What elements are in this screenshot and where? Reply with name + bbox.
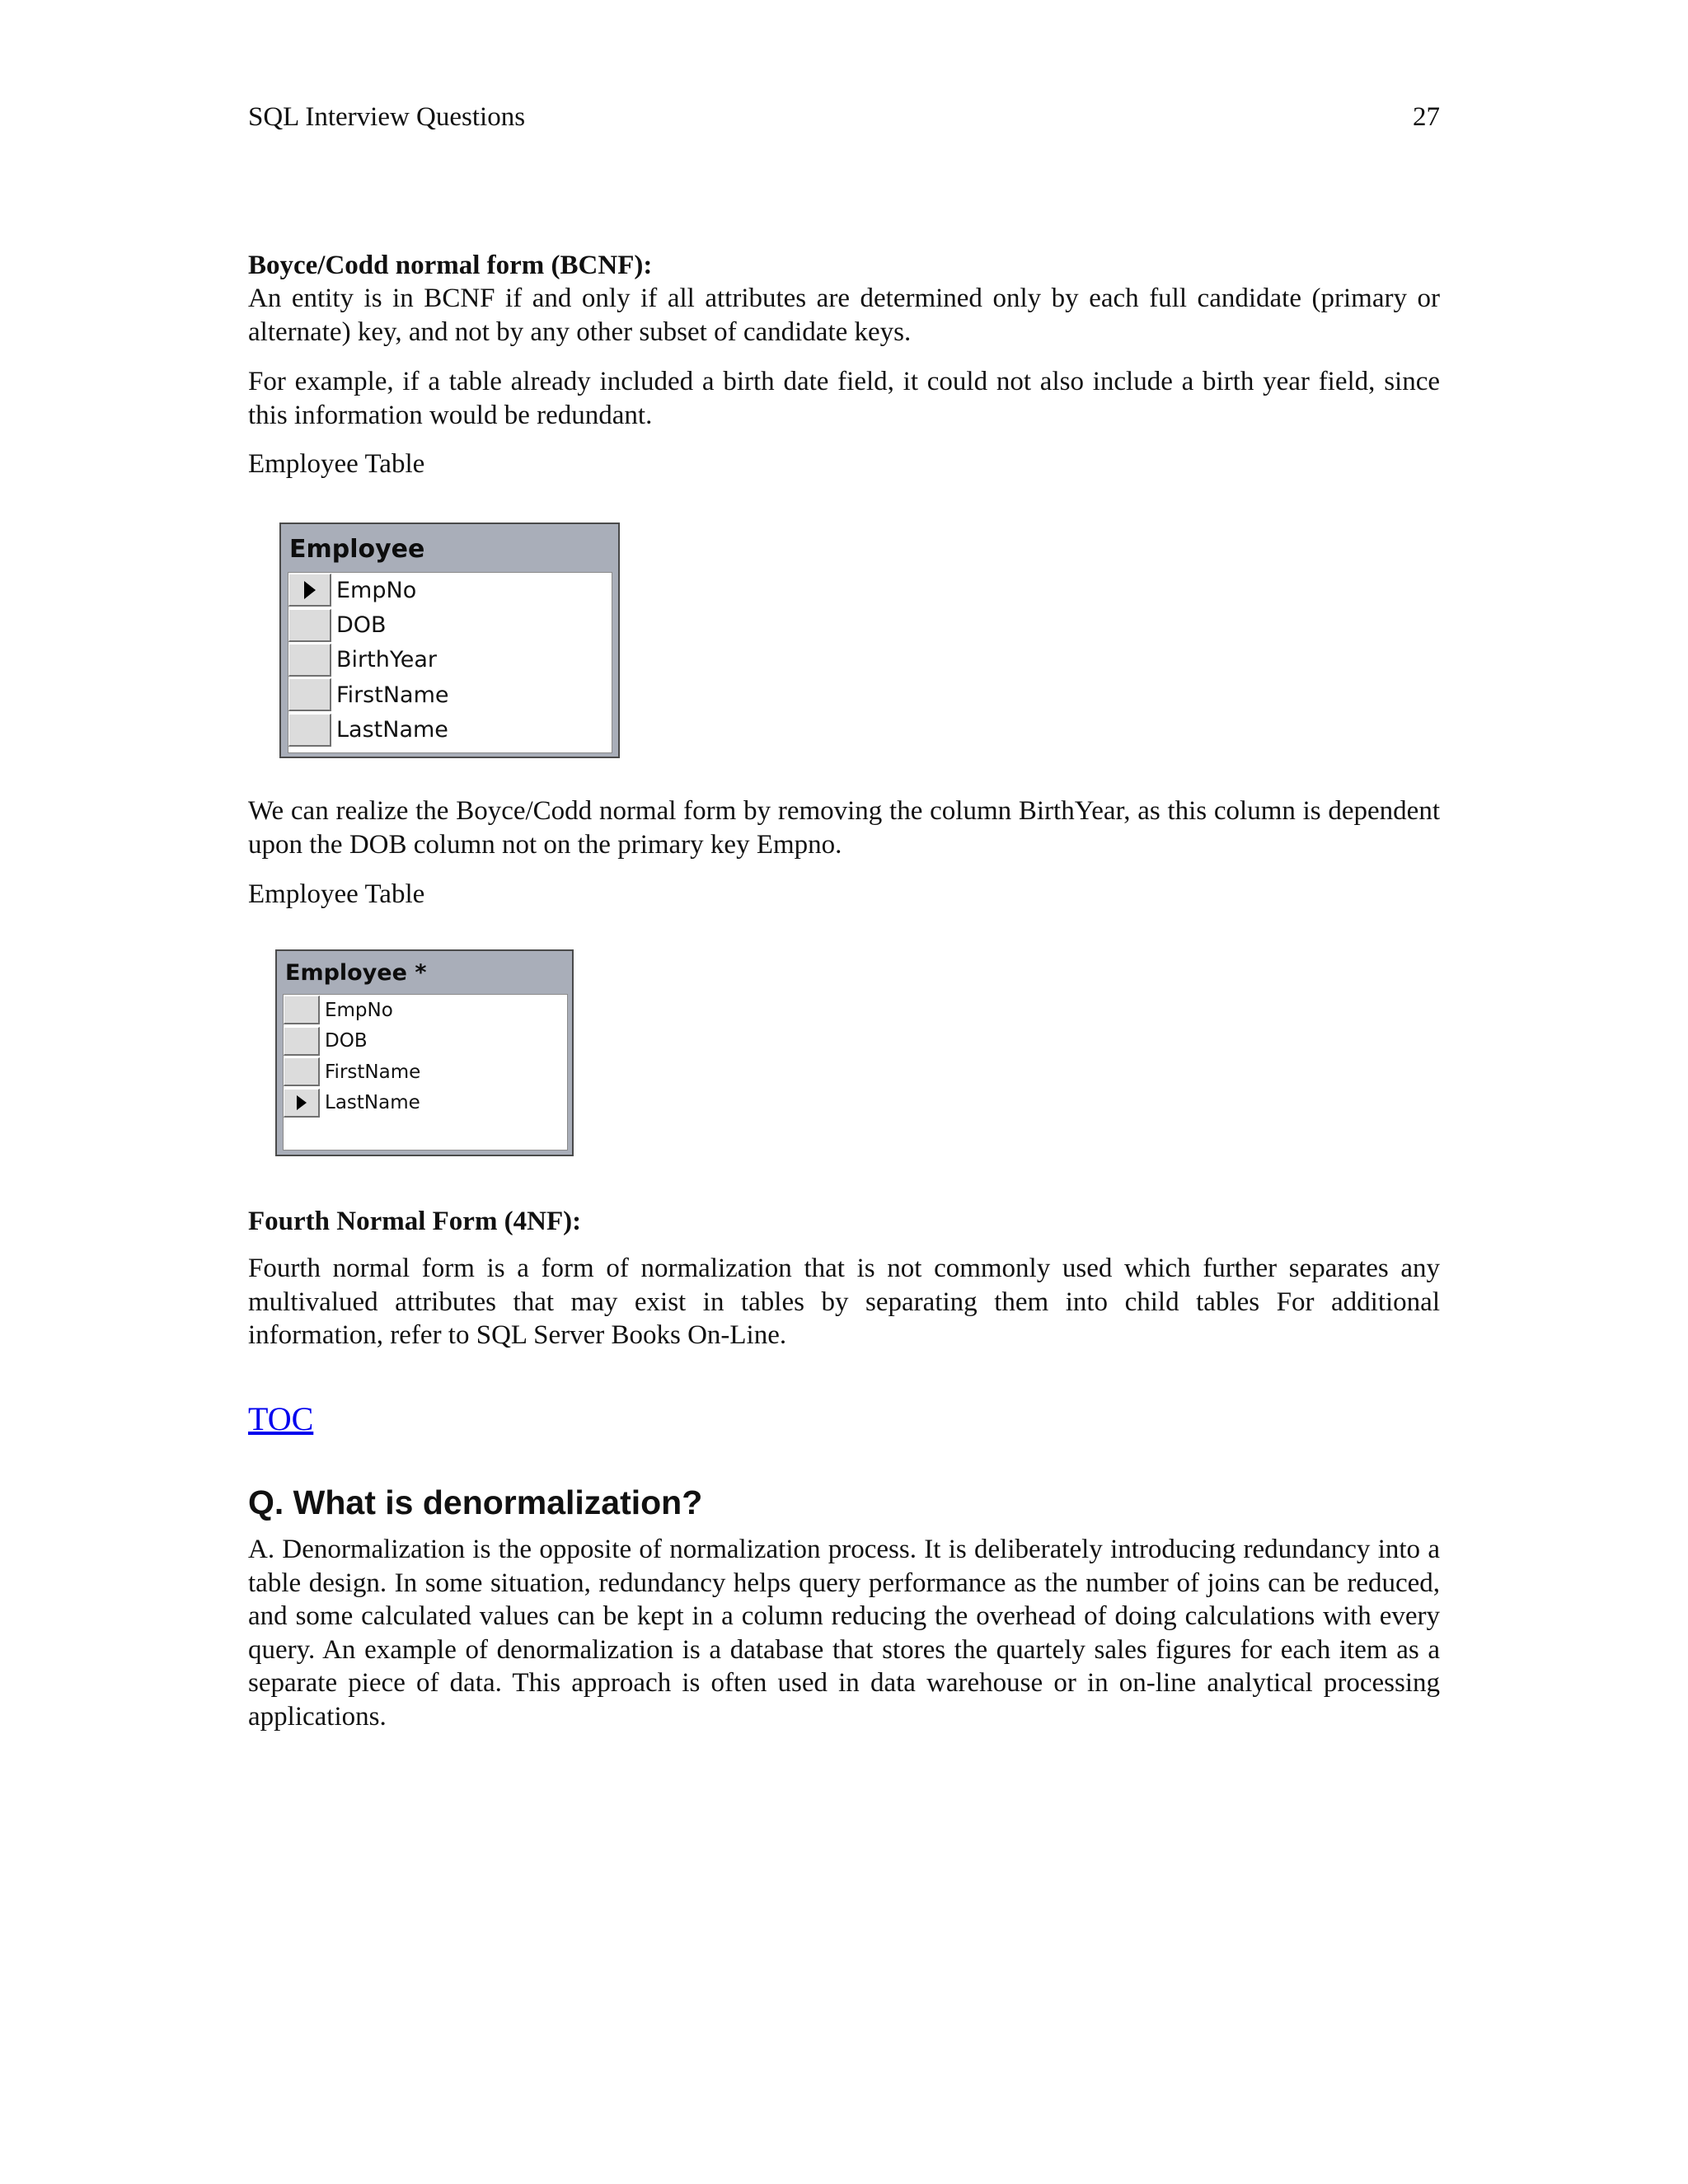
table1-caption: Employee Table <box>248 449 425 479</box>
table2-title: Employee * <box>285 960 427 986</box>
row-selector[interactable] <box>288 644 331 677</box>
row-selector[interactable] <box>288 574 331 607</box>
table1-title: Employee <box>289 535 425 564</box>
table1-row[interactable] <box>288 573 612 607</box>
current-row-arrow-icon <box>297 1095 307 1110</box>
employee-table-designer-modified <box>275 949 574 1156</box>
denormalization-question: Q. What is denormalization? <box>248 1483 703 1521</box>
page-number: 27 <box>1413 102 1440 132</box>
row-selector[interactable] <box>284 1089 320 1118</box>
column-name: EmpNo <box>325 999 393 1021</box>
running-header <box>248 97 1440 137</box>
bcnf-heading: Boyce/Codd normal form (BCNF): <box>248 251 653 280</box>
row-selector[interactable] <box>288 609 331 642</box>
table2-row[interactable] <box>284 1057 567 1088</box>
column-name: FirstName <box>336 682 449 708</box>
row-selector[interactable] <box>284 1057 320 1086</box>
column-name: DOB <box>336 612 387 639</box>
row-selector[interactable] <box>284 996 320 1024</box>
table2-column-list <box>283 994 568 1151</box>
denormalization-answer: A. Denormalization is the opposite of normalization process. It is deliberately introducing redundancy into a table design. In some situation, redundancy helps query performance as the number of joins can be reduced, and some calculated values can be kept in a column reducing the overhead of doing calculations with every query. An example of denormalization is a database that stores the quartely sales figures for each item as a separate piece of data. This approach is often used in data warehouse or in on-line analytical processing applications. <box>248 1535 1440 1732</box>
column-name: DOB <box>325 1030 368 1052</box>
table1-column-list <box>288 572 612 753</box>
column-name: BirthYear <box>336 647 437 673</box>
table2-row[interactable] <box>284 1088 567 1119</box>
table2-row[interactable] <box>284 995 567 1026</box>
fourth-nf-description: Fourth normal form is a form of normalization that is not commonly used which further separates any multivalued attributes that may exist in tables by separating them into child tables For additional information, refer to SQL Server Books On-Line. <box>248 1254 1440 1350</box>
fourth-nf-heading: Fourth Normal Form (4NF): <box>248 1207 582 1236</box>
column-name: EmpNo <box>336 577 417 603</box>
column-name: LastName <box>336 717 448 743</box>
header-title: SQL Interview Questions <box>248 102 526 132</box>
table1-row[interactable] <box>288 643 612 677</box>
table1-row[interactable] <box>288 677 612 712</box>
column-name: FirstName <box>325 1061 421 1083</box>
row-selector[interactable] <box>288 678 331 711</box>
table2-caption: Employee Table <box>248 879 425 909</box>
current-row-arrow-icon <box>304 581 316 599</box>
table1-row[interactable] <box>288 713 612 748</box>
row-selector[interactable] <box>284 1027 320 1056</box>
employee-table-designer <box>279 523 620 758</box>
bcnf-definition: An entity is in BCNF if and only if all attributes are determined only by each full candidate (primary or alternate) key, and not by any other subset of candidate keys. <box>248 284 1440 347</box>
column-name: LastName <box>325 1092 420 1114</box>
toc-link[interactable]: TOC <box>248 1400 314 1437</box>
table2-row[interactable] <box>284 1026 567 1057</box>
bcnf-realization: We can realize the Boyce/Codd normal form by removing the column BirthYear, as this column is dependent upon the DOB column not on the primary key Empno. <box>248 796 1440 860</box>
bcnf-example: For example, if a table already included a birth date field, it could not also include a birth year field, since this information would be redundant. <box>248 367 1440 430</box>
row-selector[interactable] <box>288 714 331 747</box>
table1-row[interactable] <box>288 607 612 642</box>
